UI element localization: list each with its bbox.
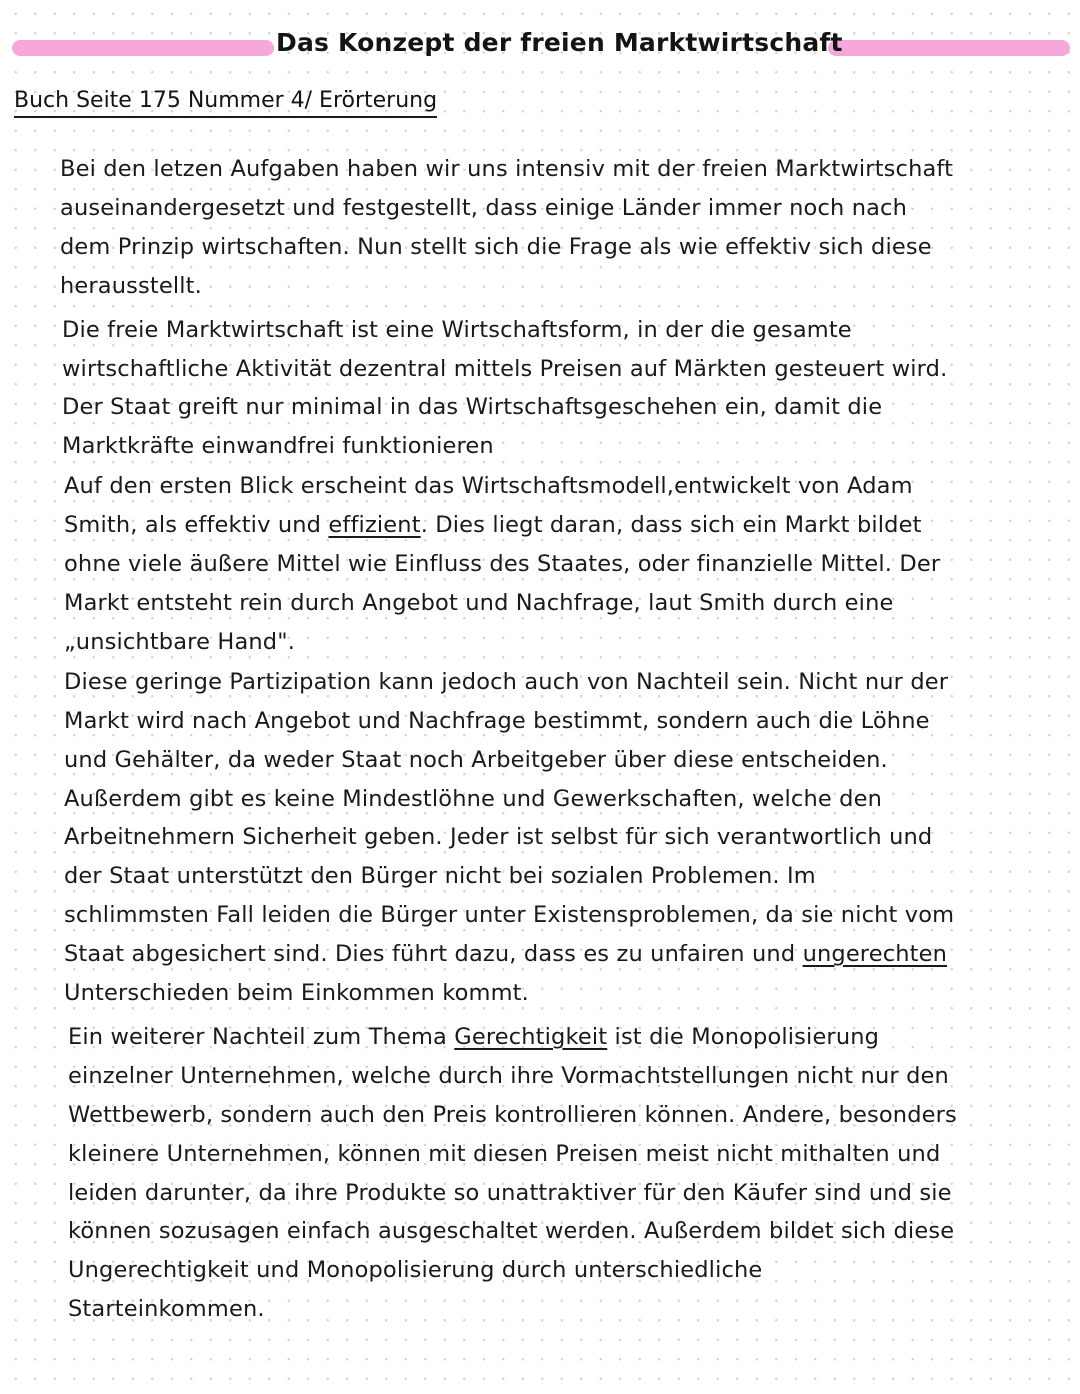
essay-body <box>0 150 1080 1334</box>
page-title: Das Konzept der freien Marktwirtschaft <box>276 28 843 57</box>
paragraph-definition: Die freie Marktwirtschaft ist eine Wirtschaftsform, in der die gesamte wirtschaftliche Aktivität dezentral mittels Preisen auf Märkten gesteuert wird. Der Staat greift nur minimal in das Wirtschaftsgeschehen ein, damit die Marktkräfte einwandfrei funktionieren <box>62 316 948 460</box>
paragraph-disadvantage-wages <box>64 663 1080 1013</box>
paragraph-text: Unterschieden beim Einkommen kommt. <box>64 980 529 1007</box>
paragraph-advantage <box>64 467 1080 662</box>
paragraph-text: Ein weiterer Nachteil zum Thema <box>68 1023 455 1050</box>
paragraph-text: Auf den ersten Blick erscheint das Wirtschaftsmodell,entwickelt von Adam Smith, als effektiv und <box>64 473 913 539</box>
paragraph-text: ist die Monopolisierung einzelner Unternehmen, welche durch ihre Vormachtstellungen nicht nur den Wettbewerb, sondern auch den Preis kontrollieren können. Andere, besonders kleinere Unternehmen, können mit diesen Preisen meist nicht mithalten und leiden darunter, da ihre Produkte so unattraktiver für den Käufer sind und sie können sozusagen einfach ausgeschaltet werden. Außerdem bildet sich diese Ungerechtigkeit und Monopolisierung durch unterschiedliche Starteinkommen. <box>68 1023 957 1323</box>
paragraph-text: Diese geringe Partizipation kann jedoch auch von Nachteil sein. Nicht nur der Markt wird nach Angebot und Nachfrage bestimmt, sondern auch die Löhne und Gehälter, da weder Staat noch Arbeitgeber über diese entscheiden. Außerdem gibt es keine Mindestlöhne und Gewerkschaften, welche den Arbeitnehmern Sicherheit geben. Jeder ist selbst für sich verantwortlich und der Staat unterstützt den Bürger nicht bei sozialen Problemen. Im schlimmsten Fall leiden die Bürger unter Existensproblemen, da sie nicht vom Staat abgesichert sind. Dies führt dazu, dass es zu unfairen und <box>64 668 955 968</box>
underlined-word-gerechtigkeit: Gerechtigkeit <box>454 1023 608 1050</box>
underlined-word-ungerechten: ungerechten <box>802 941 948 968</box>
title-highlight-right <box>828 40 1070 56</box>
paragraph-disadvantage-monopoly <box>68 1018 1080 1329</box>
underlined-word-effizient: effizient <box>328 512 421 539</box>
title-row <box>12 22 1070 70</box>
title-highlight-left <box>12 40 274 56</box>
paragraph-introduction: Bei den letzen Aufgaben haben wir uns intensiv mit der freien Marktwirtschaft auseinandergesetzt und festgestellt, dass einige Länder immer noch nach dem Prinzip wirtschaften. Nun stellt sich die Frage als wie effektiv sich diese herausstellt. <box>60 156 954 299</box>
page-subtitle: Buch Seite 175 Nummer 4/ Erörterung <box>14 88 437 118</box>
paragraph-text: . Dies liegt daran, dass sich ein Markt bildet ohne viele äußere Mittel wie Einfluss des Staates, oder finanzielle Mittel. Der Markt entsteht rein durch Angebot und Nachfrage, laut Smith durch eine „unsichtbare Hand". <box>64 512 941 655</box>
